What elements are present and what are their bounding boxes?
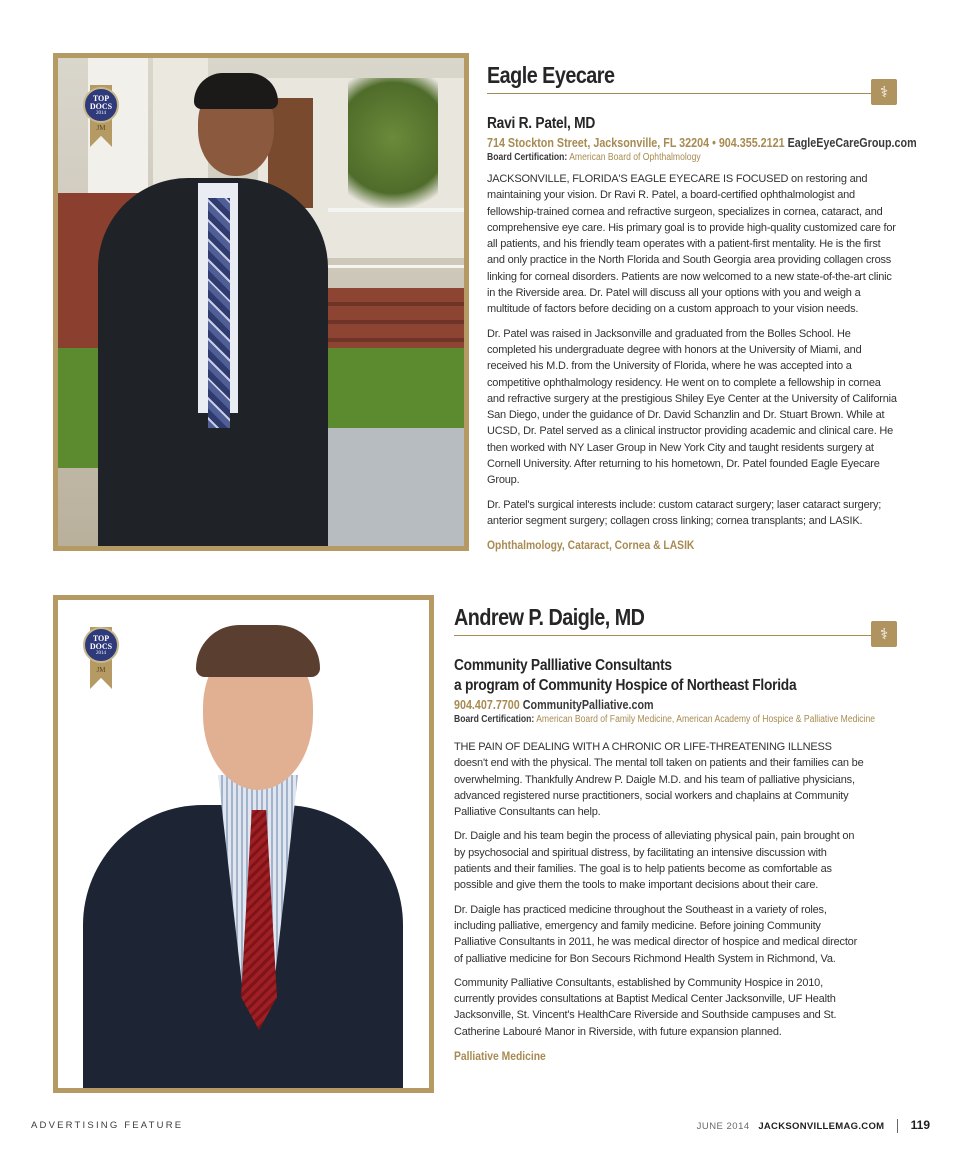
page-number: 119 xyxy=(910,1118,930,1132)
doctor-title: Andrew P. Daigle, MD xyxy=(454,604,645,630)
bio-paragraph: Dr. Patel was raised in Jacksonville and graduated from the Bolles School. He completed his undergraduate degree with honors at the University of Miami, and received his M.D. from the University of Florida, where he was accepted into a competitive ophthalmology residency. He went on to complete a fellowship in cornea and refractive surgery at the prestigious Shiley Eye Center at the University of California San Diego, under the guidance of Dr. David Schanzlin and Dr. Stuart Brown. While at UCSD, Dr. Patel served as a clinical instructor providing academic and clinical care. He then worked with NY Laser Group in New York City and taught residents surgery at Cornell University. After returning to his hometown, Dr. Patel founded Eagle Eyecare Group. xyxy=(487,327,897,487)
board-certification: Board Certification: American Board of Family Medicine, American Academy of Hospice & Palliative Medicine xyxy=(454,714,876,725)
page-footer xyxy=(697,1118,930,1133)
bio-paragraph: Dr. Patel's surgical interests include: custom cataract surgery; laser cataract surgery; anterior segment surgery; collagen cross linking; cornea transplants; and LASIK. xyxy=(487,498,882,527)
title-rule xyxy=(454,625,897,657)
specialty: Ophthalmology, Cataract, Cornea & LASIK xyxy=(487,538,695,553)
caduceus-icon: ⚕ xyxy=(871,621,897,647)
issue-date: JUNE 2014 xyxy=(696,1121,750,1132)
ribbon-initials: JM xyxy=(96,666,106,674)
organization-name: Community Pallliative Consultants xyxy=(454,657,672,674)
advertising-feature-label: ADVERTISING FEATURE xyxy=(31,1120,184,1131)
board-certification: Board Certification: American Board of Ophthalmology xyxy=(487,152,701,163)
top-docs-badge: TOP DOCS 2014 xyxy=(83,87,119,123)
bio-paragraph: JACKSONVILLE, FLORIDA'S EAGLE EYECARE IS FOCUSED on restoring and maintaining your vision. Dr Ravi R. Patel, a board-certified ophthalmologist and fellowship-trained cornea and refractive surgeon, specializes in cornea, cataract, and comprehensive eye care. His primary goal is to provide high-quality customized care for all patients, and his friendly team operates with a patient-first mentality. He is the first and only practice in the North Florida and South Georgia area providing collagen cross linking for corneal disorders. Patients are now welcomed to a new state-of-the-art clinic in the Riverside area. Dr. Patel will discuss all your options with you and weigh a multitude of factors before deciding on a custom approach to your vision needs. xyxy=(487,173,896,316)
organization-subtitle: a program of Community Hospice of Northeast Florida xyxy=(454,677,797,694)
caduceus-icon: ⚕ xyxy=(871,79,897,105)
specialty: Palliative Medicine xyxy=(454,1049,546,1064)
bio-paragraph: Dr. Daigle has practiced medicine throughout the Southeast in a variety of roles, including palliative, emergency and family medicine. Before joining Community Palliative Consultants in 2011, he was medical director of hospice and medical director of palliative medicine for Bon Secours Richmond Health System in Richmond, Va. xyxy=(454,903,858,965)
patel-photo xyxy=(53,53,469,551)
bio-paragraph: THE PAIN OF DEALING WITH A CHRONIC OR LIFE-THREATENING ILLNESS doesn't end with the physical. The mental toll taken on patients and their families can be overwhelming. Thankfully Andrew P. Daigle M.D. and his team of palliative physicians, advanced registered nurse practitioners, social workers and chaplains at Community Palliative Consultants can help. xyxy=(454,741,864,819)
top-docs-badge: TOP DOCS 2014 xyxy=(83,627,119,663)
bio-paragraph: Community Palliative Consultants, established by Community Hospice in 2010, currently provides consultations at Baptist Medical Center Jacksonville, UF Health Jacksonville, St. Vincent's HealthCare Riverside and Southside campuses and St. Catherine Labouré Manor in Riverside, with future expansion planned. xyxy=(454,976,837,1038)
contact-line xyxy=(454,698,835,712)
bio-paragraph: Dr. Daigle and his team begin the process of alleviating physical pain, pain brought on by psychosocial and spiritual distress, by facilitating an intensive discussion with patients and their families. The goal is to help patients become as comfortable as possible and give them the tools to make important decisions about their care. xyxy=(454,830,855,892)
magazine-site[interactable]: JACKSONVILLEMAG.COM xyxy=(758,1121,885,1132)
patel-profile xyxy=(487,62,917,553)
title-rule xyxy=(487,83,897,115)
website-link[interactable]: EagleEyeCareGroup.com xyxy=(787,136,917,150)
website-link[interactable]: CommunityPalliative.com xyxy=(522,698,654,712)
daigle-profile xyxy=(454,604,897,1063)
phone: 904.407.7700 xyxy=(454,698,520,712)
practice-title: Eagle Eyecare xyxy=(487,62,615,88)
footer-divider xyxy=(897,1119,898,1133)
ribbon-initials: JM xyxy=(96,124,106,132)
phone: 904.355.2121 xyxy=(718,136,785,150)
address: 714 Stockton Street, Jacksonville, FL 32204 xyxy=(487,136,710,150)
doctor-name: Ravi R. Patel, MD xyxy=(487,115,596,132)
contact-line: 714 Stockton Street, Jacksonville, FL 32204 • 904.355.2121 EagleEyeCareGroup.com xyxy=(487,136,917,150)
